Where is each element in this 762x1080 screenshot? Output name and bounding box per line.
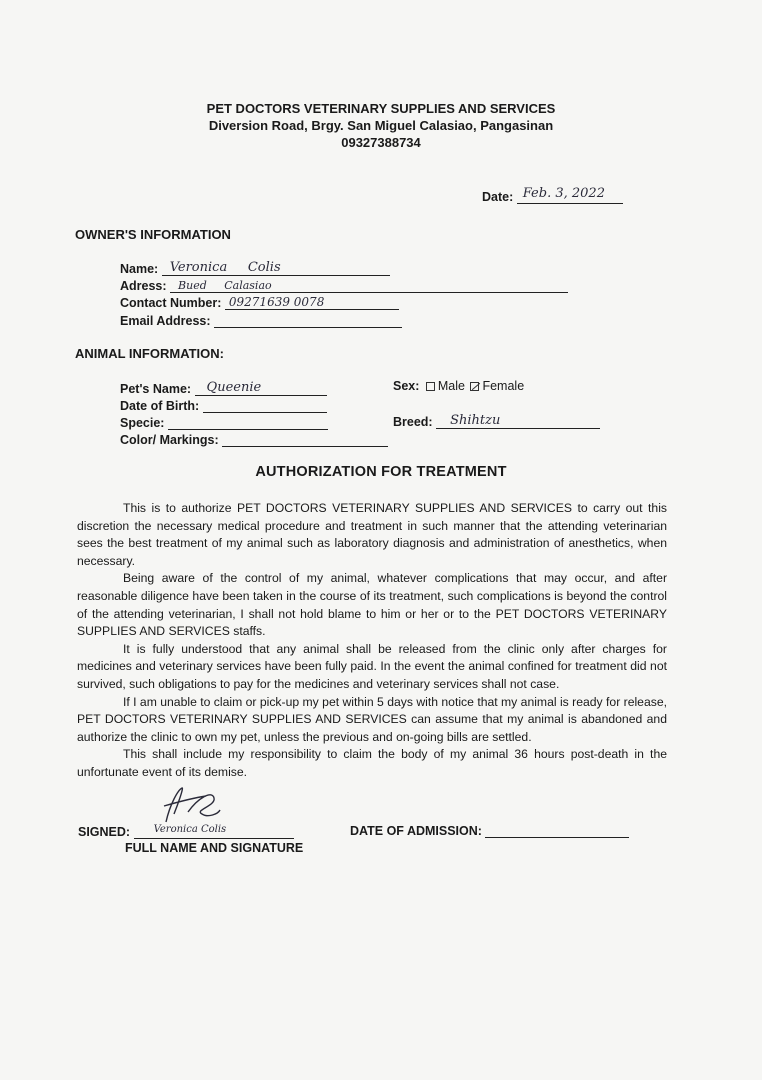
owner-name-field (120, 260, 390, 276)
date-of-admission-field (350, 822, 629, 838)
sex-field (393, 379, 524, 393)
pet-name-label: Pet's Name: (120, 382, 192, 396)
authorization-body (77, 500, 667, 782)
pet-name-value: Queenie (206, 380, 262, 395)
signed-line[interactable] (134, 823, 294, 839)
owner-email-field (120, 312, 402, 328)
date-label: Date: (482, 190, 514, 204)
signed-label: SIGNED: (78, 825, 131, 839)
authorization-paragraph: This shall include my responsibility to claim the body of my animal 36 hours post-death in the unfortunate event of its demise. (77, 747, 667, 779)
sex-female-label: Female (482, 379, 525, 393)
business-phone: 09327388734 (341, 135, 421, 150)
owner-name-line[interactable] (162, 260, 390, 276)
owner-name-value: Veronica Colis (169, 260, 281, 275)
color-label: Color/ Markings: (120, 433, 219, 447)
color-line[interactable] (222, 431, 388, 447)
pet-name-line[interactable] (195, 380, 327, 396)
breed-value: Shihtzu (450, 413, 501, 428)
color-field (120, 431, 388, 447)
authorization-paragraph: This is to authorize PET DOCTORS VETERINARY SUPPLIES AND SERVICES to carry out this discretion the necessary medical procedure and treatment in such manner that the attending veterinarian sees the best treatment of my animal such as laboratory diagnosis and administration of anesthetics, when necessary. (77, 501, 667, 568)
dob-line[interactable] (203, 397, 327, 413)
sex-male-checkbox[interactable] (426, 382, 435, 391)
dob-field (120, 397, 327, 413)
owner-address-line[interactable] (170, 277, 568, 293)
breed-label: Breed: (393, 415, 433, 429)
sex-label: Sex: (393, 379, 420, 393)
specie-field (120, 414, 328, 430)
authorization-paragraph: If I am unable to claim or pick-up my pet within 5 days with notice that my animal is ready for release, PET DOCTORS VETERINARY SUPPLIES AND SERVICES can assume that my animal is abandoned and authorize the clinic to own my pet, unless the previous and on-going bills are settled. (77, 694, 667, 744)
breed-line[interactable] (436, 413, 600, 429)
animal-section-title: ANIMAL INFORMATION: (75, 346, 224, 361)
owner-email-label: Email Address: (120, 314, 211, 328)
owner-contact-field (120, 294, 399, 310)
signed-name-value: Veronica Colis (153, 824, 227, 835)
date-field (482, 188, 623, 204)
date-of-admission-line[interactable] (485, 822, 629, 838)
full-name-signature-label: FULL NAME AND SIGNATURE (125, 841, 304, 855)
specie-label: Specie: (120, 416, 165, 430)
handwritten-signature (148, 784, 228, 828)
business-address: Diversion Road, Brgy. San Miguel Calasiao, Pangasinan (208, 118, 554, 133)
authorization-paragraph: It is fully understood that any animal shall be released from the clinic only after charges for medicines and veterinary services have been fully paid. In the event the animal confined for treatment did not survived, such obligations to pay for the medicines and veterinary services shall not case. (77, 641, 667, 691)
owner-address-value: Bued Calasiao (178, 279, 272, 292)
breed-field (393, 413, 600, 429)
authorization-title: AUTHORIZATION FOR TREATMENT (255, 464, 507, 480)
owner-contact-label: Contact Number: (120, 296, 222, 310)
date-of-admission-label: DATE OF ADMISSION: (350, 824, 482, 838)
owner-section-title: OWNER'S INFORMATION (75, 227, 231, 242)
signed-field (78, 823, 294, 839)
sex-male-label: Male (437, 379, 465, 393)
owner-contact-line[interactable] (225, 294, 399, 310)
authorization-paragraph: Being aware of the control of my animal, whatever complications that may occur, and after reasonable diligence have been taken in the course of its treatment, such complications is beyond the control of the attending veterinarian, I shall not hold blame to him or her or to the PET DOCTORS VETERINARY SUPPLIES AND SERVICES staffs. (77, 571, 667, 639)
date-line[interactable] (517, 188, 623, 204)
date-value: Feb. 3, 2022 (522, 186, 605, 201)
owner-address-field (120, 277, 568, 293)
letterhead (0, 100, 762, 151)
owner-name-label: Name: (120, 262, 159, 276)
owner-contact-value: 09271639 0078 (228, 295, 325, 309)
sex-female-checkbox[interactable] (470, 382, 479, 391)
owner-email-line[interactable] (214, 312, 402, 328)
pet-name-field (120, 380, 327, 396)
dob-label: Date of Birth: (120, 399, 200, 413)
owner-address-label: Adress: (120, 279, 167, 293)
business-name: PET DOCTORS VETERINARY SUPPLIES AND SERVICES (206, 101, 556, 116)
specie-line[interactable] (168, 414, 328, 430)
